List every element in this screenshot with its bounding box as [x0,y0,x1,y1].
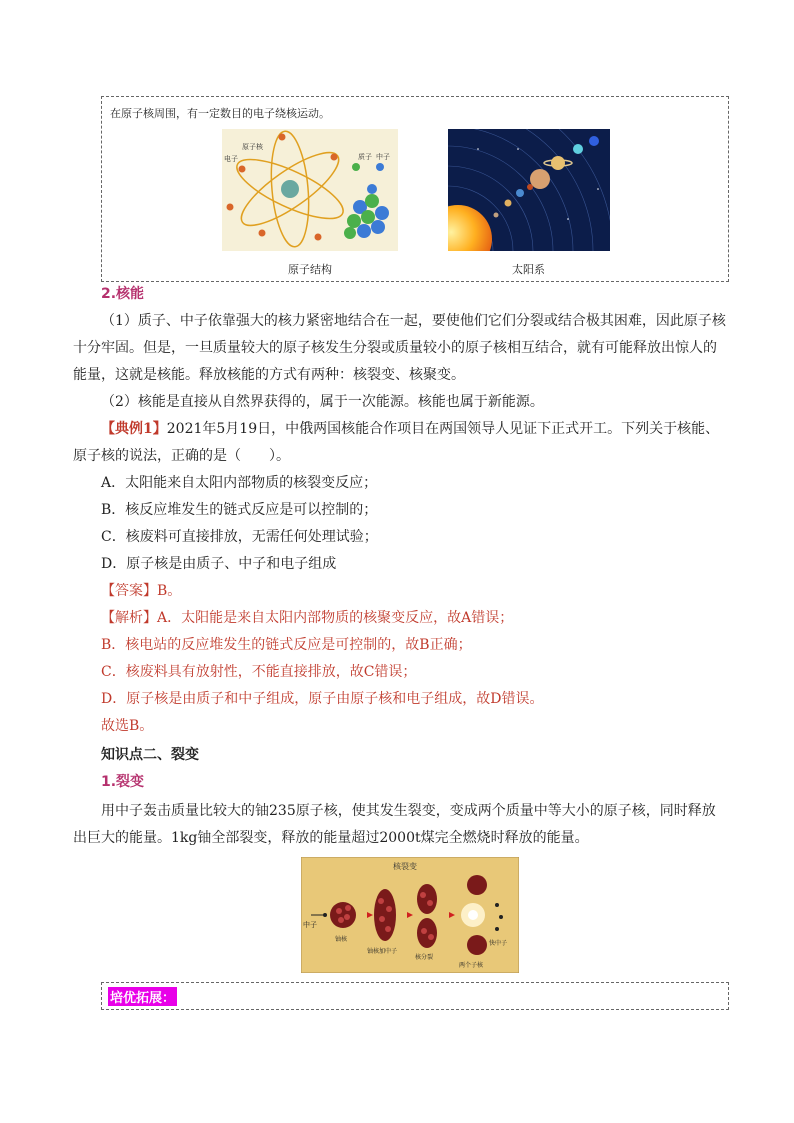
analysis-line-b: B．核电站的反应堆发生的链式反应是可控制的，故B正确； [101,637,472,653]
atom-label-neutron: 中子 [376,153,390,161]
fission-paragraph-line-1: 用中子轰击质量比较大的铀235原子核，使其发生裂变，变成两个质量中等大小的原子核，同时释放 [101,803,716,819]
solar-system-image [448,129,610,251]
fission-title: 核裂变 [393,862,417,871]
option-c: C．核废料可直接排放，无需任何处理试验； [101,529,378,545]
fission-subheading: 1.裂变 [101,774,145,790]
analysis-line-d: D．原子核是由质子和中子组成，原子由原子核和电子组成，故D错误。 [101,691,544,707]
fission-label-uranium: 铀核 [335,936,348,943]
paragraph-2: （2）核能是直接从自然界获得的，属于一次能源。核能也属于新能源。 [101,394,544,410]
atom-structure-image [222,129,398,251]
atom-label-nucleus: 原子核 [242,143,263,151]
analysis-line-a [101,608,513,628]
option-a: A．太阳能来自太阳内部物质的核裂变反应； [101,475,378,491]
analysis-tag: 【解析】 [101,610,157,626]
option-b: B．核反应堆发生的链式反应是可以控制的； [101,502,378,518]
analysis-conclusion: 故选B。 [101,718,154,734]
extension-label: 培优拓展： [108,987,177,1006]
knowledge-point-2-heading: 知识点二、裂变 [101,747,199,763]
example-question-line-2: 原子核的说法，正确的是（ ）。 [73,448,290,464]
fission-diagram [301,857,519,973]
extension-box [101,982,729,1010]
answer-line [101,581,181,601]
atom-caption: 原子结构 [288,263,332,276]
example-question-line-1 [101,419,719,439]
figure-box-atom-solar [101,96,729,282]
fission-label-splitting: 核分裂 [415,954,434,961]
fission-label-two-nuclei: 两个子核 [459,962,484,969]
solar-caption: 太阳系 [512,263,545,276]
example-question-text: 2021年5月19日，中俄两国核能合作项目在两国领导人见证下正式开工。下列关于核能、 [166,421,720,437]
answer-tag: 【答案】 [101,583,157,599]
analysis-a: A．太阳能是来自太阳内部物质的核聚变反应，故A错误； [157,610,514,626]
fission-label-uranium-plus: 铀核加中子 [367,948,398,955]
atom-label-proton: 质子 [358,153,372,161]
option-d: D．原子核是由质子、中子和电子组成 [101,556,337,572]
paragraph-1-line-1: （1）质子、中子依靠强大的核力紧密地结合在一起，要使他们它们分裂或结合极其困难，因此原子核 [101,313,726,329]
example-tag: 【典例1】 [101,421,167,437]
analysis-line-c: C．核废料具有放射性，不能直接排放，故C错误； [101,664,417,680]
fission-label-neutron: 中子 [303,921,317,929]
intro-text: 在原子核周围，有一定数目的电子绕核运动。 [110,107,330,120]
section-heading-nuclear-energy: 2.核能 [101,286,145,302]
fission-label-fast-neutron: 快中子 [489,940,508,947]
atom-label-electron: 电子 [224,155,238,163]
paragraph-1-line-2: 十分牢固。但是，一旦质量较大的原子核发生分裂或质量较小的原子核相互结合，就有可能释放出惊人的 [73,340,717,356]
answer-value: B。 [157,583,182,599]
fission-paragraph-line-2: 出巨大的能量。1kg铀全部裂变，释放的能量超过2000t煤完全燃烧时释放的能量。 [73,830,589,846]
paragraph-1-line-3: 能量，这就是核能。释放核能的方式有两种：核裂变、核聚变。 [73,367,465,383]
